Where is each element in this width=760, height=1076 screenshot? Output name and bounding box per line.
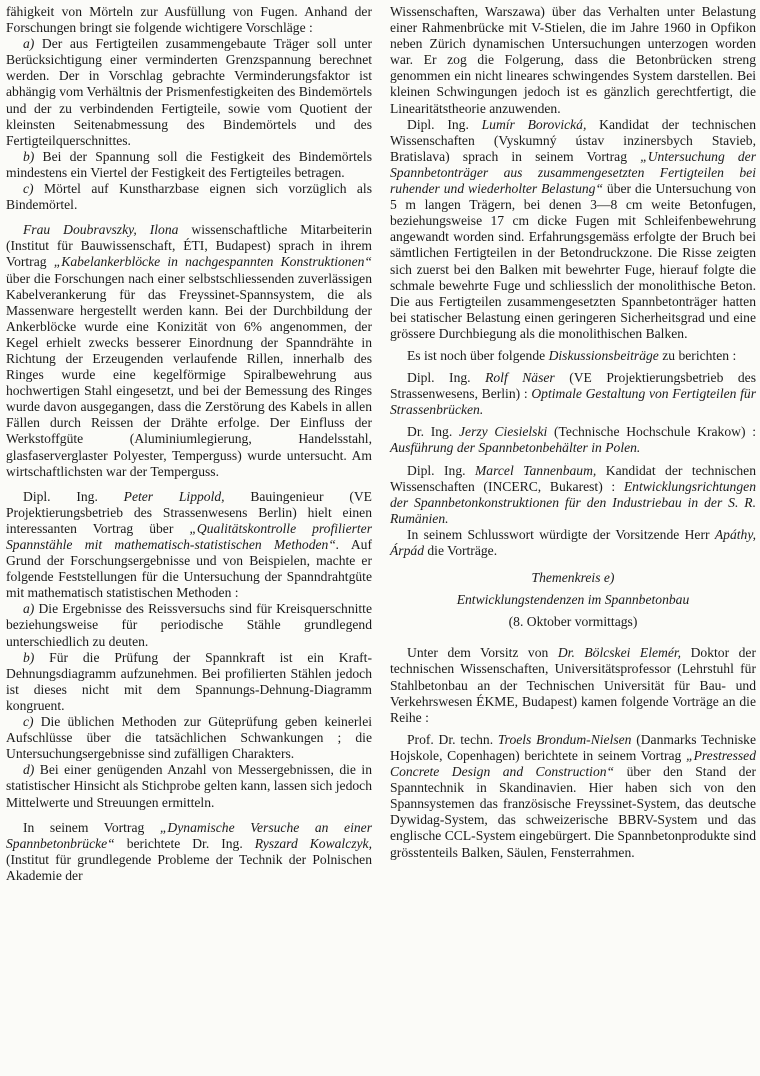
- paragraph: [390, 645, 756, 725]
- paragraph-text: über die Forschungen nach einer selbstschliessenden zuverlässigen Kabelverankerung für das Freyssinet-Spannsystem, die als Massenware hergestellt werden kann. Bei der Durchbildung der Ankerblöcke wurde eine Konizität von 6% angenommen, der Kegel erhielt zwecks besserer Einordnung der Spanndrähte in Richtung der Erzeugenden verlaufende Rillen, innerhalb des Ringes wurde eine kegelförmige Spiralbewehrung aus hochwertigen Stahl eingesetzt, und bei der Bemessung des Ringes wurde davon ausgegangen, dass die Zerstörung des Kabels in allen Fällen durch Reissen der Drähte erfolge. Der Einfluss der Werkstoffgüte (Aluminiumlegierung, Handelsstahl, glasfaserverglaster Polyester, Temperguss) wurde untersucht. Am wirtschaftlichsten war der Temperguss.: [6, 270, 372, 479]
- author-name: Frau Doubravszky, Ilona: [23, 222, 179, 238]
- author-prefix: Dipl. Ing.: [407, 370, 486, 386]
- list-marker: a): [23, 601, 35, 617]
- list-marker: c): [23, 714, 34, 730]
- author-name: Dr. Bölcskei Elemér,: [557, 645, 682, 661]
- section-subtitle: Entwicklungstendenzen im Spannbetonbau: [456, 592, 690, 608]
- left-column: [6, 4, 372, 884]
- paragraph-text: Bauingenieur (VE Projektierungsbetrieb des Strassenwesens Berlin) hielt einen interessanten Vortrag über: [6, 488, 372, 536]
- paragraph-text: zu berichten :: [658, 347, 737, 363]
- paragraph-text: Kandidat der technischen Wissenschaften (Vyskumný ústav inzinersbych Stavieb, Bratislava) sprach in seinem Vortrag: [390, 116, 756, 164]
- paragraph: [390, 527, 756, 559]
- paragraph: [390, 4, 756, 117]
- paragraph-text: (Technische Hochschule Krakow) :: [547, 424, 756, 440]
- paragraph: [390, 424, 756, 456]
- author-name: Ryszard Kowalczyk,: [254, 835, 372, 851]
- list-item: [6, 601, 372, 649]
- list-marker: b): [23, 148, 35, 164]
- paragraph: [390, 463, 756, 527]
- paragraph-text: Wissenschaften, Warszawa) über das Verhalten unter Belastung einer Rahmenbrücke mit V-Stielen, die im Jahre 1960 in Opfikon neben Zürich dynamischen Untersuchungen unterzogen worden war. Er zog die Folgerung, dass die Betonbrücken streng genommen ein nicht lineares schwingendes System darstellen. Bei kleinen Schwingungen jedoch ist es gänzlich gerechtfertigt, die Linearitätstheorie anzuwenden.: [390, 4, 756, 116]
- list-item: [6, 714, 372, 762]
- lecture-title: „Kabelankerblöcke in nachgespannten Konstruktionen“: [53, 254, 372, 270]
- paragraph-text: (Danmarks Techniske Hojskole, Copenhagen) berichtete in seinem Vortrag: [390, 731, 756, 763]
- paragraph-text: über den Stand der Spanntechnik in Skandinavien. Hier haben sich von den Spannsystemen das französische Freyssinet-System, das deutsche Dywidag-System, das schweizerische BBRV-System und das englische CCL-System eingebürgert. Die Spannbetonprodukte sind grösstenteils Balken, Säulen, Fensterrahmen.: [390, 764, 757, 860]
- paragraph-text: (VE Projektierungsbetrieb des Strassenwesens, Berlin) :: [390, 370, 756, 402]
- paragraph-text: Die Ergebnisse des Reissversuchs sind für Kreisquerschnitte beziehungsweise für periodische Stähle grundlegend unterschiedlich zu deuten.: [6, 601, 372, 649]
- author-name: Troels Brondum-Nielsen: [497, 731, 632, 747]
- paragraph-text: Auf Grund der Forschungsergebnisse und von Beispielen, machte er folgende Feststellungen für die Untersuchung der Spanndrahtgüte mit mathematisch statistischen Methoden :: [6, 537, 372, 601]
- paragraph-text: Für die Prüfung der Spannkraft ist ein Kraft-Dehnungsdiagramm aufzunehmen. Bei profilierten Stählen jedoch ist dieses nicht mit dem Spannungs-Dehnung-Diagramm kongruent.: [6, 649, 372, 713]
- paragraph: [390, 348, 756, 364]
- lecture-title: „Prestressed Concrete Design and Construction“: [390, 747, 756, 780]
- paragraph-text: Der aus Fertigteilen zusammengebaute Träger soll unter Berücksichtigung einer verminderten Grenzspannung berechnet werden. Der in Vorschlag gebrachte Verminderungsfaktor ist abhängig vom Verhältnis der Prismenfestigkeiten des Bindemörtels und der zu verbindenden Fertigteile, sowie vom Quotient der kleinsten Seitenabmessung des Bindemörtels und des Fertigteilquerschnittes.: [6, 36, 372, 148]
- paragraph-text: Doktor der technischen Wissenschaften, Universitätsprofessor (Lehrstuhl für Stahlbetonbau an der Technischen Universität für Bau- und Verkehrswesen ÉKME, Budapest) kamen folgende Vorträge an die Reihe :: [390, 645, 756, 725]
- lecture-title: „Qualitätskontrolle profilierter Spannstähle mit mathematisch-statistischen Methoden“.: [6, 520, 372, 552]
- list-item: [6, 36, 372, 149]
- section-heading: Themenkreis e): [531, 570, 615, 586]
- paragraph-text: Bei einer genügenden Anzahl von Messergebnissen, die in statistischer Hinsicht als Stichprobe gelten kann, lassen sich jedoch Mittelwerte und Streuungen ermitteln.: [6, 762, 372, 810]
- list-item: [6, 181, 372, 213]
- paragraph-text: Mörtel auf Kunstharzbase eignen sich vorzüglich als Bindemörtel.: [6, 181, 372, 213]
- paragraph: [6, 489, 372, 602]
- paragraph-text: Bei der Spannung soll die Festigkeit des Bindemörtels mindestens ein Viertel der Festigkeit des Fertigteiles betragen.: [6, 148, 372, 180]
- author-prefix: Dipl. Ing.: [407, 116, 482, 132]
- author-name: Lumír Borovická,: [481, 116, 587, 132]
- paragraph: [6, 820, 372, 884]
- paragraph-text: In seinem Schlusswort würdigte der Vorsitzende Herr: [407, 526, 715, 542]
- paragraph-text: berichtete Dr. Ing.: [114, 835, 255, 851]
- list-marker: d): [23, 762, 35, 778]
- author-prefix: Prof. Dr. techn.: [407, 731, 498, 747]
- paragraph: [6, 222, 372, 480]
- list-item: [6, 149, 372, 181]
- section-date: (8. Oktober vormittags): [508, 614, 638, 630]
- author-name: Rolf Näser: [485, 370, 555, 386]
- paragraph-text: (Institut für grundlegende Probleme der Technik der Polnischen Akademie der: [6, 851, 372, 883]
- list-item: [6, 650, 372, 714]
- author-prefix: Dipl. Ing.: [407, 462, 475, 478]
- paragraph-text: Unter dem Vorsitz von: [407, 645, 558, 661]
- author-name: Jerzy Ciesielski: [459, 424, 548, 440]
- author-name: Peter Lippold,: [123, 488, 225, 504]
- paragraph-text: die Vorträge.: [423, 543, 498, 558]
- paragraph-text: fähigkeit von Mörteln zur Ausfüllung von Fugen. Anhand der Forschungen bringt sie folgende wichtigere Vorschläge :: [6, 4, 372, 36]
- paragraph-text: Kandidat der technischen Wissenschaften (INCERC, Bukarest) :: [390, 462, 757, 494]
- paragraph: [390, 370, 756, 418]
- paragraph: [390, 117, 756, 342]
- list-marker: b): [23, 649, 35, 665]
- author-name: Marcel Tannenbaum,: [474, 462, 597, 478]
- list-marker: a): [23, 36, 35, 52]
- lecture-title: „Untersuchung der Spannbetonträger aus zusammengesetzten Fertigteilen bei ruhender und wiederholter Belastung“: [390, 148, 756, 197]
- lecture-title: Entwicklungsrichtungen der Spannbetonkonstruktionen für den Industriebau in der S. R. Rumänien.: [390, 478, 756, 526]
- paragraph-text: Es ist noch über folgende: [407, 347, 549, 363]
- paragraph: [6, 4, 372, 36]
- author-prefix: Dipl. Ing.: [23, 488, 124, 504]
- emphasis-text: Diskussionsbeiträge: [548, 347, 659, 363]
- paragraph: [390, 732, 756, 861]
- paragraph-text: wissenschaftliche Mitarbeiterin (Institut für Bauwissenschaft, ÉTI, Budapest) sprach in ihrem Vortrag: [6, 222, 372, 270]
- paragraph-text: Die üblichen Methoden zur Güteprüfung geben keinerlei Aufschlüsse über die tatsächlichen Schwankungen ; die Untersuchungsergebnisse sind zufälligen Charakters.: [6, 714, 372, 762]
- list-marker: c): [23, 181, 34, 197]
- author-prefix: Dr. Ing.: [407, 424, 459, 440]
- list-item: [6, 762, 372, 810]
- lecture-title: Ausführung der Spannbetonbehälter in Polen.: [390, 440, 641, 456]
- lecture-title: Optimale Gestaltung von Fertigteilen für Strassenbrücken.: [390, 386, 756, 418]
- paragraph-text: über die Untersuchung von 5 m langen Trägern, bei denen 3—8 cm weite Betonfugen, beziehungsweise 17 cm dicke Fugen mit Schleifenbewehrung angewandt worden sind. Erfahrungsgemäss erfolgte der Bruch bei sämtlichen Fertigteilen in der Betondruckzone. Die Risse zeigten sich zuerst bei den Balken mit bewehrter Fuge, hierauf folgte die schmale bewehrte Fuge und schliesslich der monolithische Beton. Die aus Fertigteilen zusammengesetzten Spannbetonträger hatten bei statischer Belastung einen geringeren Sicherheitsgrad und eine grössere Durchbiegung als die monolithischen Balken.: [390, 181, 756, 341]
- lecture-title: „Dynamische Versuche an einer Spannbetonbrücke“: [6, 819, 372, 851]
- author-name: Apáthy, Árpád: [390, 526, 756, 558]
- paragraph-text: In seinem Vortrag: [23, 819, 160, 835]
- right-column: [390, 4, 756, 861]
